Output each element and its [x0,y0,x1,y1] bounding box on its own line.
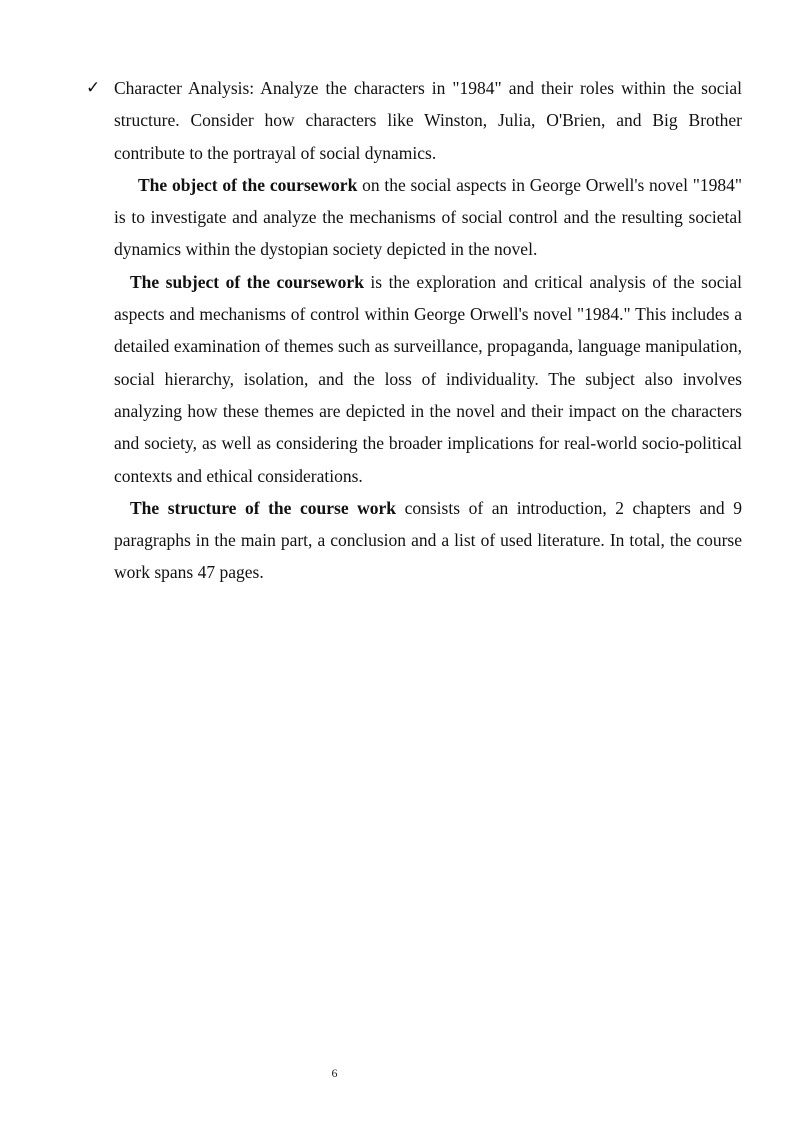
paragraph-subject [114,266,742,492]
paragraph-structure [114,492,742,589]
object-heading: The object of the coursework [138,174,358,195]
subject-heading: The subject of the coursework [130,271,364,292]
check-icon: ✓ [86,78,101,98]
structure-text: consists of an introduction, 2 chapters and 9 paragraphs in the main part, a conclusion and a list of used literature. In total, the course work spans 47 pages. [114,497,742,583]
page-number: 6 [331,1066,338,1080]
paragraph-object [114,169,742,266]
subject-text: is the exploration and critical analysis of the social aspects and mechanisms of control within George Orwell's novel "1984." This includes a detailed examination of themes such as surveillance, propaganda, language manipulation, social hierarchy, isolation, and the loss of individuality. The subject also involves analyzing how these themes are depicted in the novel and their impact on the characters and society, as well as considering the broader implications for real-world socio-political contexts and ethical considerations. [114,271,742,486]
bullet-character-analysis [86,72,742,169]
object-text: on the social aspects in George Orwell's novel "1984" is to investigate and analyze the mechanisms of social control and the resulting societal dynamics within the dystopian society depicted in the novel. [114,174,742,260]
page-content [86,72,742,589]
structure-heading: The structure of the course work [130,497,397,518]
bullet-text: Character Analysis: Analyze the characters in "1984" and their roles within the social structure. Consider how characters like Winston, Julia, O'Brien, and Big Brother contribute to the portrayal of social dynamics. [114,78,742,163]
